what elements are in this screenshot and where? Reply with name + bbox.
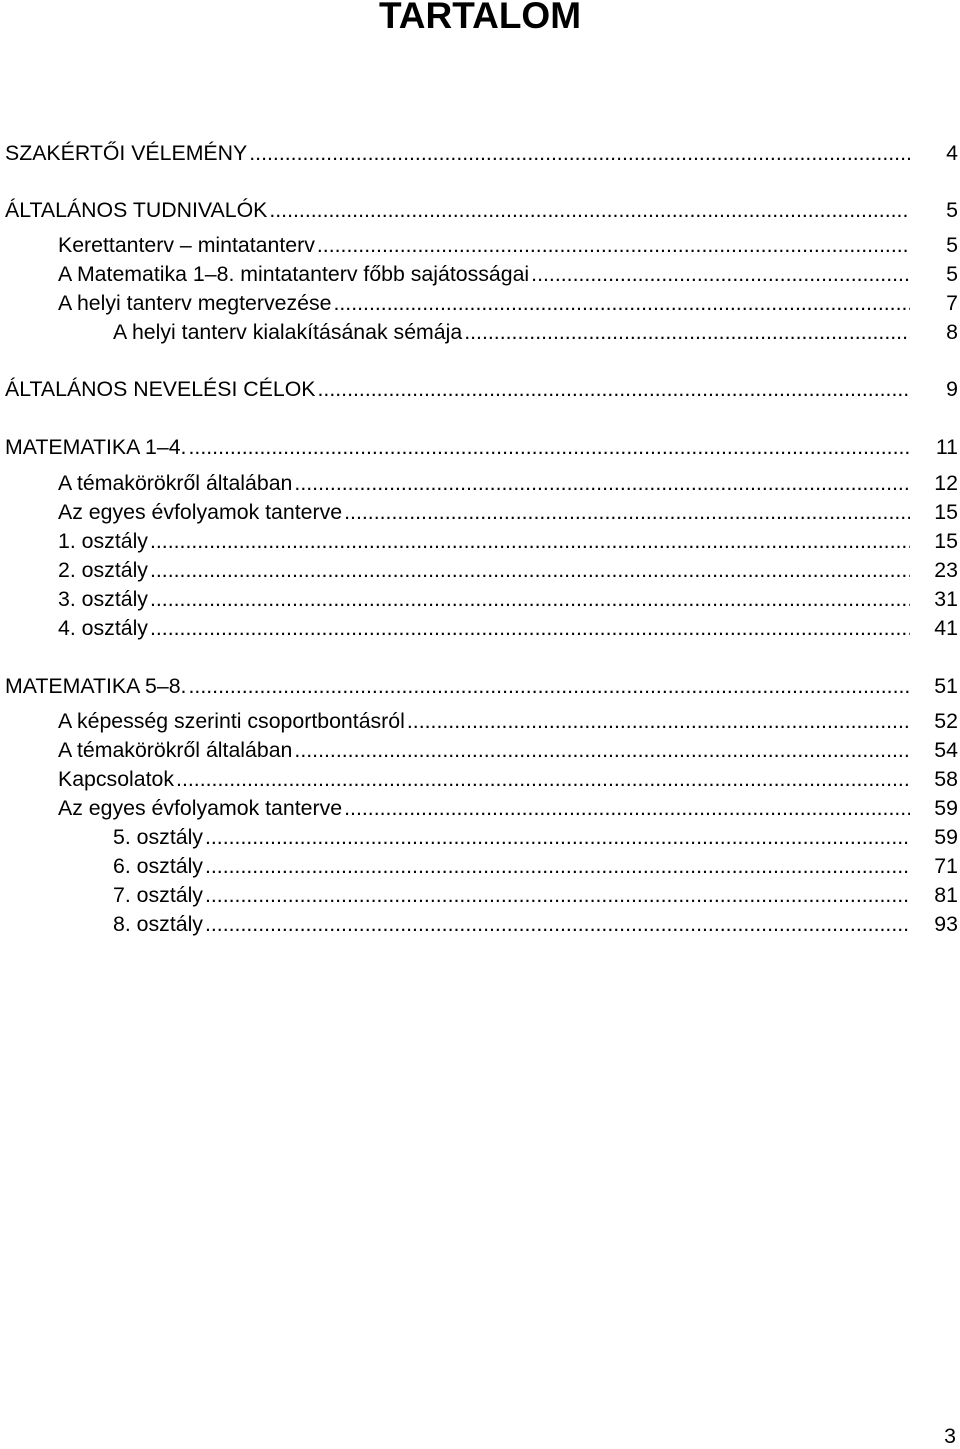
toc-entry[interactable] (5, 672, 958, 700)
toc-entry-title: 1. osztály (58, 529, 148, 553)
toc-entry-page: 51 (934, 674, 958, 698)
toc-entry-page: 59 (934, 796, 958, 820)
toc-entry-title: 6. osztály (113, 854, 203, 878)
toc-entry-title: 8. osztály (113, 912, 203, 936)
dot-leader (176, 765, 910, 793)
toc-entry-page: 4 (946, 141, 958, 165)
toc-entry-page: 12 (934, 471, 958, 495)
dot-leader (294, 469, 910, 497)
toc-entry[interactable] (58, 585, 958, 613)
toc-entry-page: 5 (946, 198, 958, 222)
toc-entry-page: 7 (946, 291, 958, 315)
toc-entry-page: 5 (946, 262, 958, 286)
dot-leader (333, 289, 910, 317)
toc-entry-page: 8 (946, 320, 958, 344)
dot-leader (205, 910, 910, 938)
toc-entry[interactable] (58, 498, 958, 526)
toc-entry-title: ÁLTALÁNOS NEVELÉSI CÉLOK (5, 377, 316, 401)
dot-leader (269, 196, 910, 224)
toc-entry[interactable] (58, 289, 958, 317)
toc-entry[interactable] (58, 614, 958, 642)
dot-leader (150, 585, 910, 613)
toc-entry-page: 93 (934, 912, 958, 936)
toc-entry[interactable] (58, 527, 958, 555)
dot-leader (150, 614, 910, 642)
toc-entry-page: 31 (934, 587, 958, 611)
toc-entry[interactable] (58, 765, 958, 793)
toc-entry[interactable] (58, 260, 958, 288)
toc-entry[interactable] (113, 318, 958, 346)
dot-leader (205, 852, 910, 880)
toc-entry-title: A Matematika 1–8. mintatanterv főbb sajátosságai (58, 262, 530, 286)
toc-entry[interactable] (5, 375, 958, 403)
page-title: TARTALOM (378, 0, 582, 36)
dot-leader (294, 736, 910, 764)
dot-leader (344, 794, 910, 822)
toc-entry-page: 52 (934, 709, 958, 733)
toc-entry-title: A helyi tanterv kialakításának sémája (113, 320, 463, 344)
dot-leader (150, 556, 910, 584)
toc-entry-page: 41 (934, 616, 958, 640)
toc-entry[interactable] (58, 707, 958, 735)
dot-leader (205, 881, 910, 909)
toc-entry-page: 58 (934, 767, 958, 791)
toc-entry[interactable] (5, 433, 958, 461)
toc-entry-page: 81 (934, 883, 958, 907)
toc-entry-title: Az egyes évfolyamok tanterve (58, 796, 343, 820)
toc-entry-page: 54 (934, 738, 958, 762)
toc-entry-page: 59 (934, 825, 958, 849)
toc-entry[interactable] (5, 196, 958, 224)
toc-entry-title: 3. osztály (58, 587, 148, 611)
page-number: 3 (944, 1424, 956, 1448)
toc-entry-title: Kerettanterv – mintatanterv (58, 233, 315, 257)
dot-leader (249, 139, 910, 167)
toc-entry-title: A témakörökről általában (58, 471, 293, 495)
toc-entry-page: 9 (946, 377, 958, 401)
toc-entry-title: Kapcsolatok (58, 767, 175, 791)
toc-entry-title: ÁLTALÁNOS TUDNIVALÓK (5, 198, 268, 222)
toc-entry-title: MATEMATIKA 5–8. (5, 674, 187, 698)
dot-leader (317, 231, 910, 259)
toc-entry[interactable] (113, 881, 958, 909)
toc-entry-title: 4. osztály (58, 616, 148, 640)
toc-entry[interactable] (113, 910, 958, 938)
toc-entry[interactable] (58, 469, 958, 497)
toc-entry-title: MATEMATIKA 1–4. (5, 435, 187, 459)
toc-entry-title: A képesség szerinti csoportbontásról (58, 709, 405, 733)
dot-leader (344, 498, 910, 526)
toc-entry-page: 5 (946, 233, 958, 257)
dot-leader (205, 823, 910, 851)
toc-entry-page: 15 (934, 500, 958, 524)
toc-entry[interactable] (58, 556, 958, 584)
dot-leader (150, 527, 910, 555)
dot-leader (464, 318, 910, 346)
toc-entry-page: 15 (934, 529, 958, 553)
toc-entry-page: 23 (934, 558, 958, 582)
dot-leader (407, 707, 910, 735)
toc-entry[interactable] (113, 823, 958, 851)
dot-leader (531, 260, 910, 288)
toc-entry-title: 2. osztály (58, 558, 148, 582)
toc-entry-title: A témakörökről általában (58, 738, 293, 762)
toc-entry[interactable] (58, 736, 958, 764)
toc-entry-title: A helyi tanterv megtervezése (58, 291, 332, 315)
toc-entry[interactable] (5, 139, 958, 167)
dot-leader (188, 433, 910, 461)
toc-entry-title: 7. osztály (113, 883, 203, 907)
toc-entry-title: SZAKÉRTŐI VÉLEMÉNY (5, 141, 248, 165)
toc-entry-title: 5. osztály (113, 825, 203, 849)
toc-entry-page: 11 (935, 435, 958, 459)
toc-entry-page: 71 (934, 854, 958, 878)
toc-entry[interactable] (113, 852, 958, 880)
dot-leader (318, 375, 911, 403)
dot-leader (188, 672, 910, 700)
toc-entry[interactable] (58, 231, 958, 259)
toc-entry[interactable] (58, 794, 958, 822)
toc-entry-title: Az egyes évfolyamok tanterve (58, 500, 343, 524)
